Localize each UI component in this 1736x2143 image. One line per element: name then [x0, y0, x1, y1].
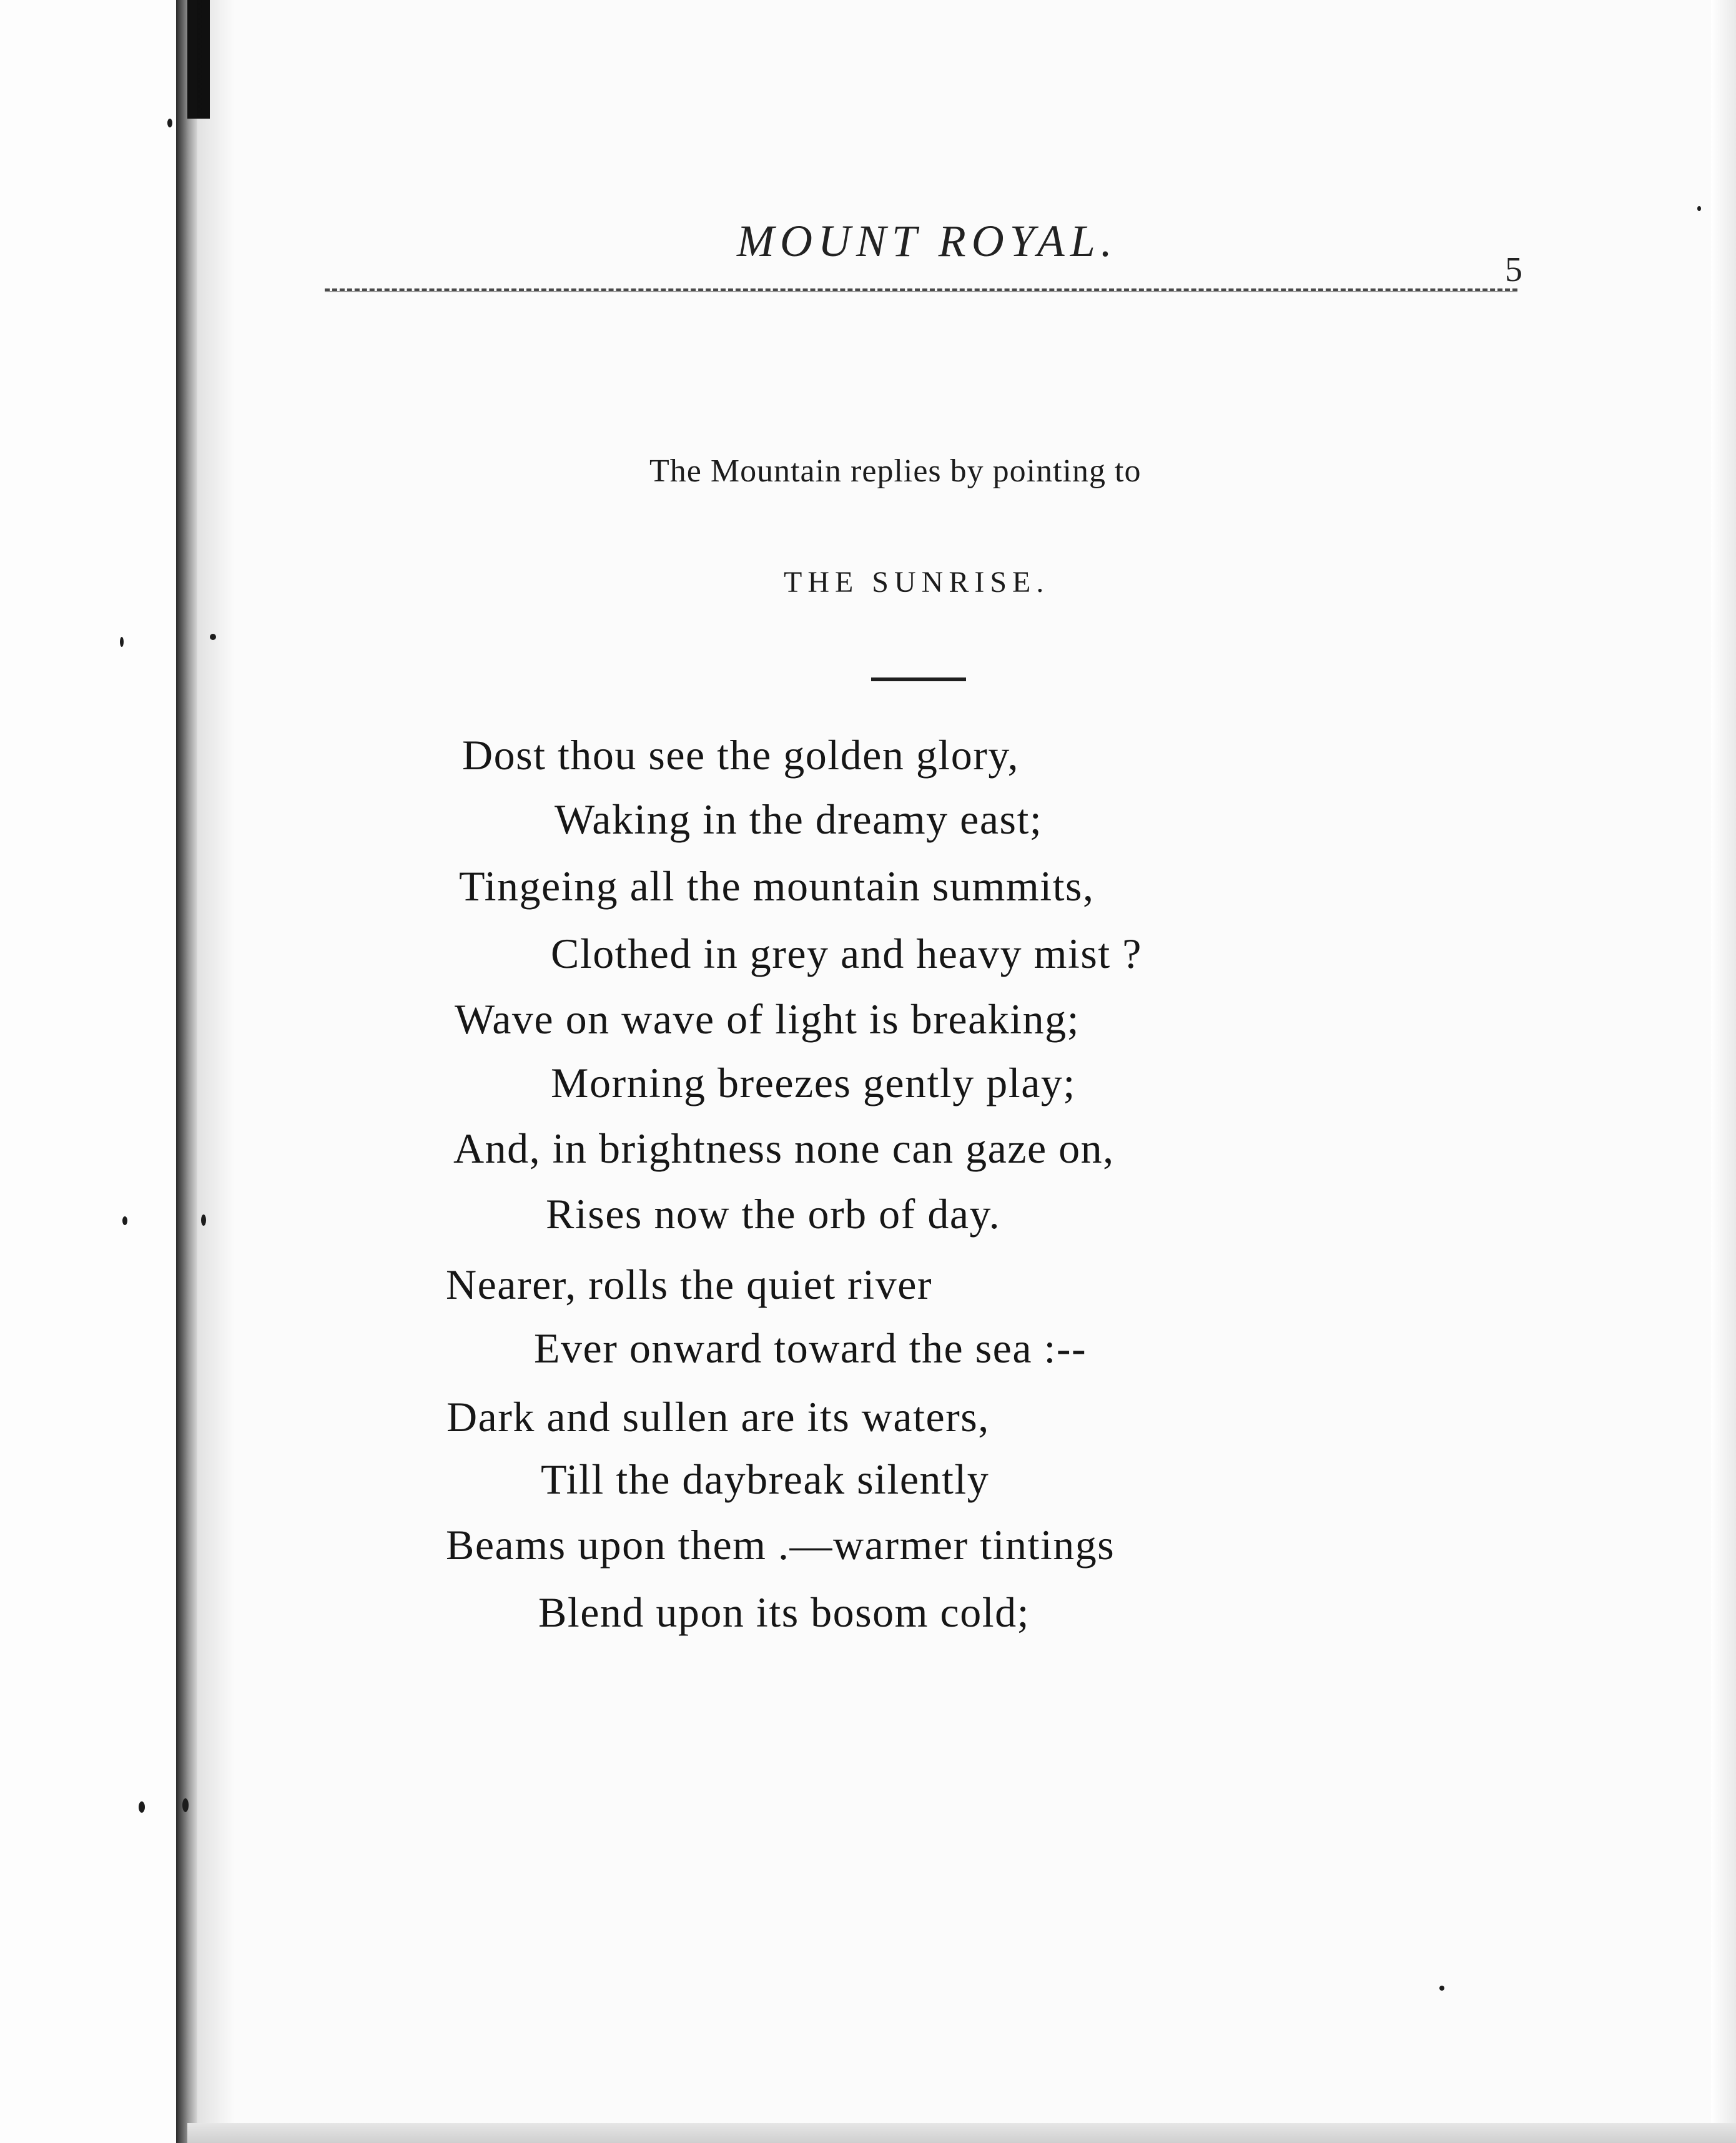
- intro-line: The Mountain replies by pointing to: [649, 453, 1142, 489]
- section-title: THE SUNRISE.: [784, 566, 1050, 599]
- scan-speck: [1439, 1986, 1444, 1991]
- header-rule-underlay: [325, 291, 1517, 292]
- verse-line: And, in brightness none can gaze on,: [453, 1125, 1115, 1172]
- verse-line: Rises now the orb of day.: [546, 1190, 1001, 1238]
- facing-page-edge: [0, 0, 176, 2143]
- scan-speck: [120, 637, 124, 647]
- binding-gutter: [176, 0, 197, 2143]
- gutter-shadow: [197, 0, 235, 2143]
- verse-line: Morning breezes gently play;: [551, 1059, 1076, 1106]
- page-number: 5: [1505, 250, 1522, 289]
- verse-line: Clothed in grey and heavy mist ?: [551, 930, 1142, 977]
- right-page-edge: [1711, 0, 1736, 2143]
- verse-line: Dost thou see the golden glory,: [462, 731, 1019, 779]
- verse-line: Waking in the dreamy east;: [555, 796, 1043, 843]
- scan-speck: [139, 1801, 145, 1813]
- verse-line: Ever onward toward the sea :--: [534, 1324, 1087, 1372]
- verse-line: Beams upon them .—warmer tintings: [446, 1521, 1115, 1569]
- scan-speck: [1697, 206, 1701, 211]
- verse-line: Dark and sullen are its waters,: [446, 1393, 990, 1441]
- verse-line: Till the daybreak silently: [541, 1456, 990, 1503]
- verse-line: Wave on wave of light is breaking;: [455, 995, 1080, 1043]
- verse-line: Tingeing all the mountain summits,: [459, 862, 1095, 910]
- bottom-page-edge: [187, 2123, 1736, 2143]
- section-divider: [871, 677, 966, 681]
- scan-speck: [201, 1214, 206, 1226]
- scan-speck: [167, 119, 172, 127]
- scan-speck: [182, 1798, 189, 1812]
- verse-line: Nearer, rolls the quiet river: [446, 1261, 933, 1308]
- running-head-title: MOUNT ROYAL.: [737, 216, 1118, 266]
- scan-speck: [122, 1216, 127, 1225]
- verse-line: Blend upon its bosom cold;: [538, 1589, 1030, 1636]
- scan-speck: [210, 634, 216, 640]
